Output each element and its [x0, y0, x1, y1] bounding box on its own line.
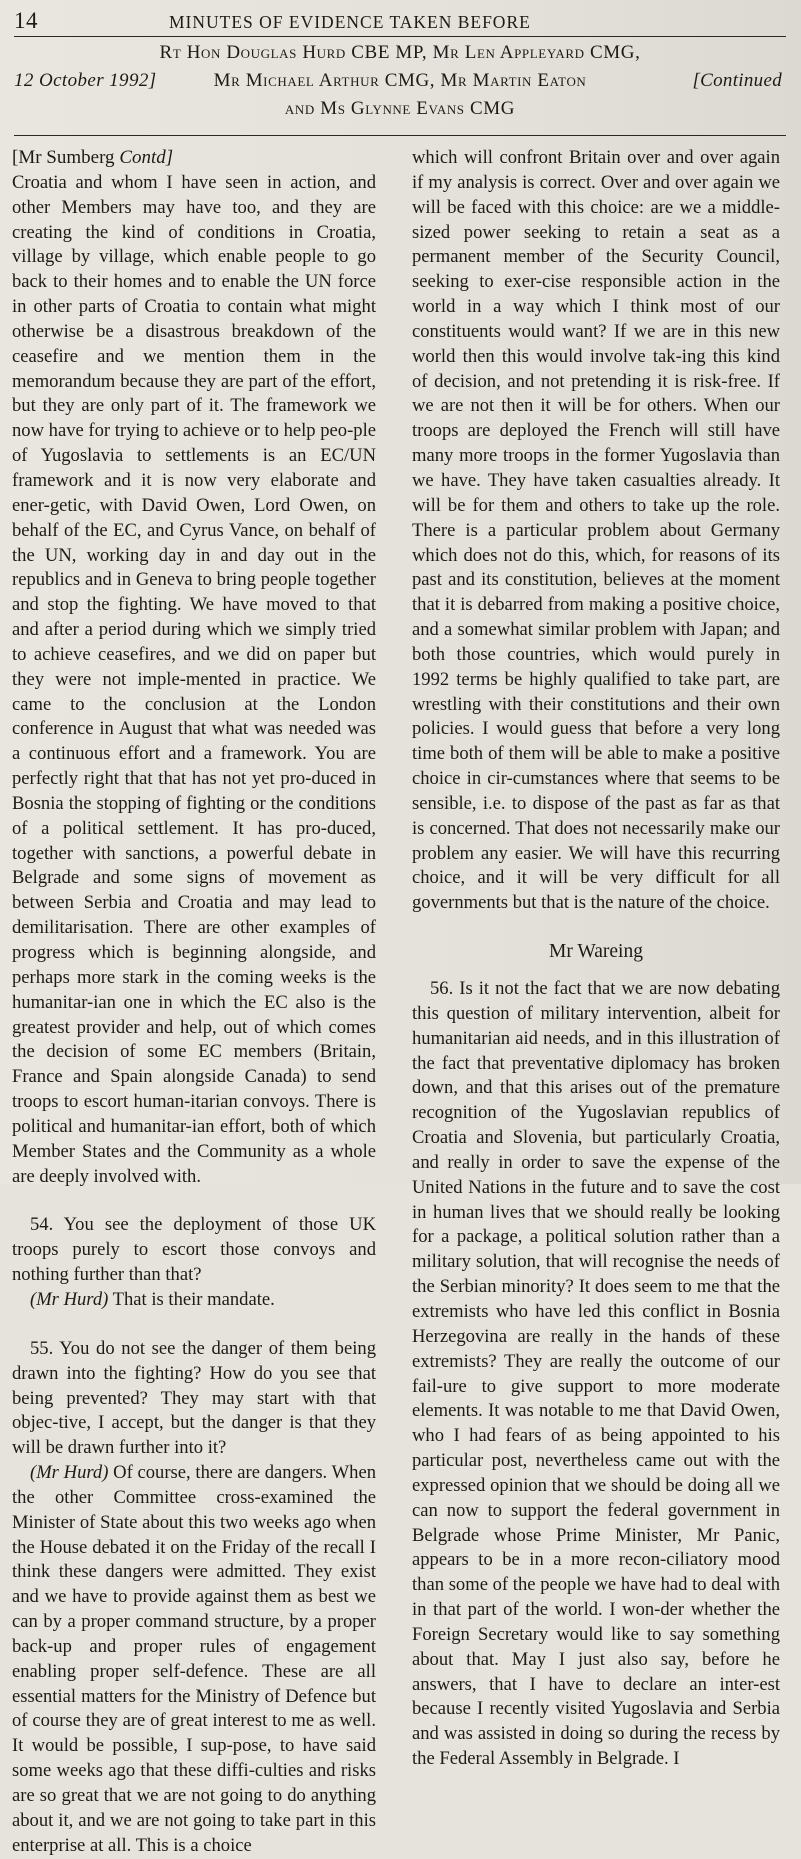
question-55: 55. You do not see the danger of them being drawn into the fighting? How do you see that being prevented? They may start with that objec-tive, I accept, but the danger is that they will be drawn further into it? [12, 1337, 376, 1459]
spacer [12, 1313, 376, 1337]
spacer [412, 916, 780, 940]
running-title: MINUTES OF EVIDENCE TAKEN BEFORE [169, 12, 531, 32]
answer-54 [12, 1288, 376, 1313]
spacer [412, 965, 780, 977]
answer-55 [12, 1461, 376, 1859]
speaker-heading [12, 146, 376, 171]
header-rule-top [14, 36, 786, 37]
witness-line-2: Mr Michael Arthur CMG, Mr Martin Eaton [213, 70, 587, 91]
witness-header [14, 42, 786, 134]
spacer [12, 1189, 376, 1213]
question-54: 54. You see the deployment of those UK troops purely to escort those convoys and nothing further than that? [12, 1214, 376, 1286]
answer-text: Of course, there are dangers. When the other Committee cross-examined the Minister of State about this two weeks ago when the House debated it on the Friday of the recall I think these dangers were admitted. They exist and we have to provide against them as best we can by a proper command structure, by a proper back-up and proper rules of engagement enabling proper self-defence. These are all essential matters for the Ministry of Defence but of course they are of great interest to me as well. It would be possible, I sup-pose, to have said some weeks ago that these diffi-culties and risks are so great that we are not going to do anything about it, and we are not going to take part in this enterprise at all. This is a choice [12, 1462, 376, 1856]
continued-marker: [Continued [692, 70, 782, 91]
witness-line-1: Rt Hon Douglas Hurd CBE MP, Mr Len Appleyard CMG, [159, 42, 641, 63]
page-number: 14 [14, 8, 38, 33]
running-head [14, 8, 784, 38]
answer-text: That is their mandate. [112, 1288, 275, 1310]
session-date: 12 October 1992] [14, 70, 157, 91]
continued-answer: which will confront Britain over and over again if my analysis is correct. Over and over again we will be faced with this choice: are we a middle-sized power seeking to retain a seat as a permanent member of the Security Council, seeking to exer-cise responsible action in the world in a way which I think most of our constituents would want? If we are in this new world then this would involve tak-ing this kind of decision, and not pretending it is risk-free. If we are not then it will be for others. When our troops are deployed the French will still have many more troops in the former Yugoslavia than we have. They have taken casualties already. It will be for them and others to take up the role. There is a particular problem about Germany which does not do this, which, for reasons of its past and its constitution, believes at the moment that it is debarred from making a positive choice, and a somewhat similar problem with Japan; and both those countries, which would purely in 1992 terms be highly qualified to take part, are wrestling with their constitutions and their own policies. I would guess that before a very long time both of them will be able to make a positive choice in cir-cumstances where that seems to be sensible, i.e. to dispose of the past as far as that is concerned. That does not necessarily make our problem any easier. We will have this recurring choice, and it will be very difficult for all governments but that is the nature of the choice. [412, 147, 780, 914]
witness-tag: (Mr Hurd) [30, 1462, 109, 1484]
right-column [412, 146, 780, 1772]
speaker-name: [Mr Sumberg [12, 147, 115, 168]
witness-line-3: and Ms Glynne Evans CMG [284, 98, 516, 119]
speaker-suffix: Contd] [119, 147, 174, 168]
question-56: 56. Is it not the fact that we are now debating this question of military intervention, albeit for humanitarian aid needs, and in this illustration of the fact that preventative diplomacy has broken down, and that this arises out of the premature recognition of the Yugoslavian republics of Croatia and Slovenia, but particularly Croatia, and really in order to save the expense of the United Nations in the future and to save the cost in human lives that we should really be looking for a package, a political solution rather than a military solution, that will recognise the needs of the Serbian minority? It does seem to me that the extremists who have led this conflict in Bosnia Herzegovina are really in the hands of these extremists? They are really the outcome of our fail-ure to give support to more moderate elements. It was notable to me that David Owen, who I had fears of as being appointed to his particular post, nevertheless came out with the expressed opinion that we should be doing all we can now to support the federal government in Belgrade whose Prime Minister, Mr Panic, appears to be in a more recon-ciliatory mood than some of the people we have had to deal with in that part of the world. I won-der whether the Foreign Secretary would like to say something about that. May I just also say, before he answers, that I have to declare an inter-est because I recently visited Yugoslavia and Serbia and was assisted in doing so during the recess by the Federal Assembly in Belgrade. I [412, 978, 780, 1770]
witness-tag: (Mr Hurd) [30, 1288, 109, 1310]
header-rule-bottom [14, 135, 786, 136]
left-column [12, 146, 376, 1859]
opening-paragraph: Croatia and whom I have seen in action, and other Members may have too, and they are creating the kind of conditions in Croatia, village by village, which enable people to go back to their homes and to enable the UN force in other parts of Croatia to contain what might otherwise be a disastrous breakdown of the ceasefire and we mention them in the memorandum because they are part of the effort, but they are only part of it. The framework we now have for trying to achieve or to help peo-ple of Yugoslavia to settlements is an EC/UN framework and it is now very elaborate and ener-getic, with David Owen, Lord Owen, on behalf of the EC, and Cyrus Vance, on behalf of the UN, working day in and day out in the republics and in Geneva to bring people together and stop the fighting. We have moved to that and after a period during which we simply tried to achieve ceasefires, and we did on paper but they were not imple-mented in practice. We came to the conclusion at the London conference in August that what was needed was a continuous effort and a framework. You are perfectly right that that has not yet pro-duced in Bosnia the stopping of fighting or the conditions of a political settlement. It has pro-duced, together with sanctions, a powerful debate in Belgrade and some signs of movement as between Serbia and Croatia and may lead to demilitarisation. There are other examples of progress which is beginning alongside, and perhaps more stark in the coming weeks is the humanitar-ian one in which the EC also is the greatest provider and help, out of which comes the decision of some EC members (Britain, France and Spain alongside Canada) to send troops to escort human-itarian convoys. There is political and humanitar-ian effort, both of which Member States and the Community as a whole are deeply involved with. [12, 171, 377, 1187]
speaker-heading: Mr Wareing [549, 941, 643, 963]
